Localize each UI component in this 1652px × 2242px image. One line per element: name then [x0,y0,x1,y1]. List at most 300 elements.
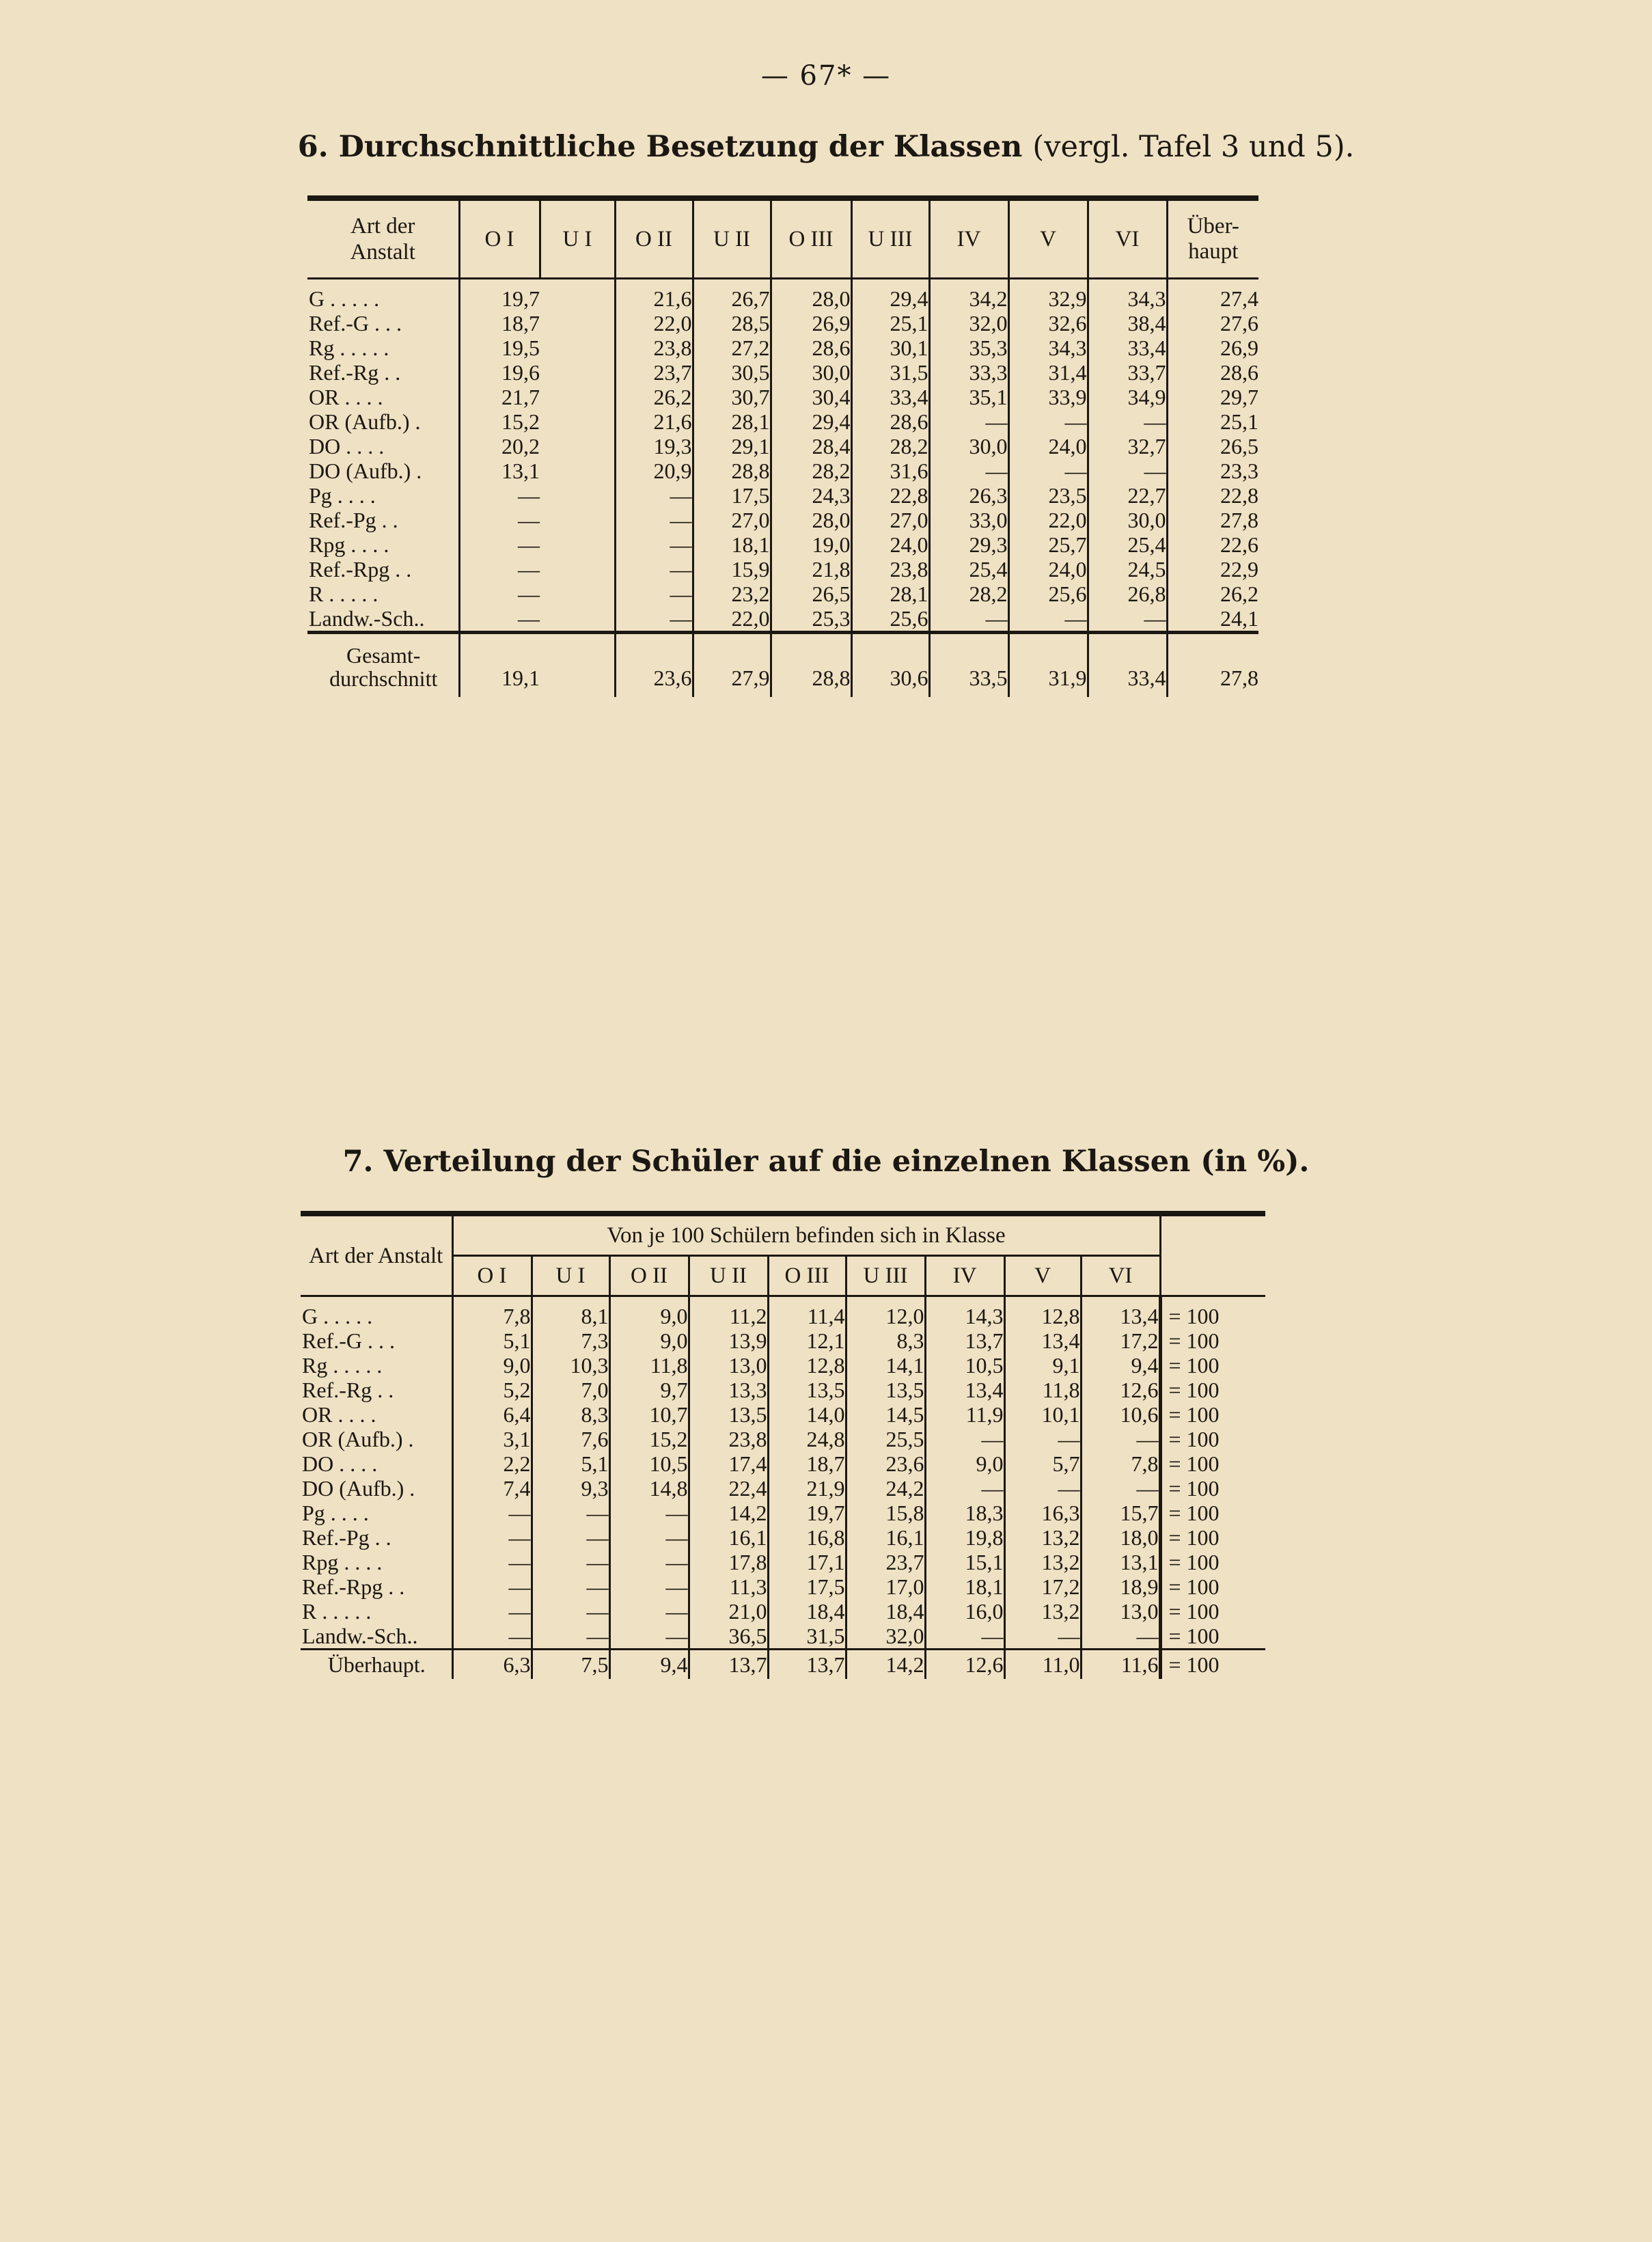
table-cell: 13,0 [689,1353,768,1378]
table-cell: 28,1 [851,582,929,606]
table-cell: 11,8 [1004,1378,1081,1402]
table-cell: 18,0 [1081,1525,1160,1550]
table-cell: 15,1 [925,1550,1004,1574]
table-cell: — [609,1501,689,1525]
table-cell: 13,7 [689,1650,768,1680]
table-cell: 21,9 [768,1476,846,1501]
row-label: Ref.-Rg . . [302,1378,394,1402]
table-cell: 27,8 [1167,508,1258,532]
row-sum: = 100 [1160,1574,1265,1599]
table-cell: 11,3 [689,1574,768,1599]
table-cell: 22,4 [689,1476,768,1501]
table-row-total [301,1650,1265,1680]
table-cell: 21,8 [771,557,851,582]
page-number: — 67* — [760,60,892,92]
table-cell: 28,1 [693,409,771,434]
table-row [307,508,1258,532]
row-sum: = 100 [1160,1550,1265,1574]
table-cell: 13,2 [1004,1599,1081,1624]
row-sum: = 100 [1160,1501,1265,1525]
table-cell: 9,4 [609,1650,689,1680]
table6-header-cell: O II [615,201,693,279]
table-cell: 28,2 [851,434,929,459]
table-cell: 36,5 [689,1624,768,1650]
table-cell: 30,0 [929,434,1008,459]
table-cell: — [459,582,540,606]
row-sum: = 100 [1160,1427,1265,1451]
table-cell: 19,1 [459,633,540,698]
row-label: Rpg . . . . [309,532,389,557]
row-label: Landw.-Sch.. [309,606,425,631]
table-row [301,1451,1265,1476]
table-cell: 28,4 [771,434,851,459]
table-cell: — [532,1574,609,1599]
table6-header-cell: U I [540,201,615,279]
table-cell: 34,3 [1088,279,1167,312]
table-cell: 30,0 [1088,508,1167,532]
table-cell: 5,2 [452,1378,532,1402]
table-cell: 23,3 [1167,459,1258,483]
table6-header-cell: O III [771,201,851,279]
row-label: DO . . . . [302,1451,378,1476]
table-cell [540,434,615,459]
table6-header-cell: U II [693,201,771,279]
table-cell: 18,7 [459,311,540,336]
table-cell: 26,2 [615,385,693,409]
table-cell [540,508,615,532]
table-cell: 5,7 [1004,1451,1081,1476]
table-cell: 14,2 [689,1501,768,1525]
table-row [307,557,1258,582]
table-cell: — [532,1501,609,1525]
table-cell: 22,7 [1088,483,1167,508]
table-cell: 15,7 [1081,1501,1160,1525]
table-cell: 24,0 [1008,557,1088,582]
table-cell: 26,7 [693,279,771,312]
table-cell: 28,0 [771,279,851,312]
table-cell: 12,8 [1004,1296,1081,1329]
table-cell: — [452,1525,532,1550]
table-row [301,1624,1265,1650]
table-cell: 16,1 [689,1525,768,1550]
table-cell: — [459,532,540,557]
table-cell: 17,2 [1081,1328,1160,1353]
table-cell: 9,0 [452,1353,532,1378]
table-cell: — [925,1427,1004,1451]
table-cell: 35,1 [929,385,1008,409]
table-cell: — [609,1599,689,1624]
table-cell: — [532,1550,609,1574]
table-cell: — [532,1624,609,1650]
table-cell: 23,2 [693,582,771,606]
table-cell: 21,7 [459,385,540,409]
table-cell: 20,9 [615,459,693,483]
table6-header-cell: V [1008,201,1088,279]
row-sum: = 100 [1160,1599,1265,1624]
table-row [301,1402,1265,1427]
table-cell: 23,8 [689,1427,768,1451]
table-cell: 13,9 [689,1328,768,1353]
table-cell: — [1088,409,1167,434]
table-cell: 10,1 [1004,1402,1081,1427]
row-label: Ref.-Rpg . . [309,557,412,582]
row-label: R . . . . . [302,1599,372,1624]
table6-header-cell: O I [459,201,540,279]
table-cell: 8,3 [846,1328,925,1353]
table-cell: 29,4 [771,409,851,434]
table-cell: 33,4 [1088,336,1167,360]
table7-header-cell: U I [532,1256,609,1296]
table-row [307,279,1258,312]
table-cell: 19,7 [459,279,540,312]
table-cell [540,336,615,360]
table-cell: — [452,1574,532,1599]
table-cell: 8,1 [532,1296,609,1329]
table7-header-cell: O I [452,1256,532,1296]
row-label: DO (Aufb.) . [309,459,422,483]
table-cell: 24,0 [1008,434,1088,459]
table-cell: 22,8 [1167,483,1258,508]
table-cell: 13,4 [1004,1328,1081,1353]
table-cell: 30,6 [851,633,929,698]
table-cell: 11,9 [925,1402,1004,1427]
table-cell: 13,7 [925,1328,1004,1353]
table-cell: 14,3 [925,1296,1004,1329]
table-cell: 12,6 [925,1650,1004,1680]
table7-title-num: 7. [342,1145,374,1179]
table-cell [540,409,615,434]
table-cell: 13,5 [768,1378,846,1402]
table-cell: 11,2 [689,1296,768,1329]
table-cell: 14,2 [846,1650,925,1680]
table-cell: 19,0 [771,532,851,557]
table-cell: 23,6 [615,633,693,698]
table-cell: 18,1 [925,1574,1004,1599]
table6-header-cell: IV [929,201,1008,279]
table-cell: 28,5 [693,311,771,336]
table-cell: 10,3 [532,1353,609,1378]
table-cell: 13,4 [925,1378,1004,1402]
table-cell: 32,0 [846,1624,925,1650]
row-label: Pg . . . . [302,1501,369,1525]
table-cell: 15,2 [459,409,540,434]
table-cell: 3,1 [452,1427,532,1451]
table-cell: 14,5 [846,1402,925,1427]
table-cell: 33,0 [929,508,1008,532]
table-cell: — [452,1550,532,1574]
table-cell: 33,4 [851,385,929,409]
table-cell [540,606,615,633]
table-cell: 6,4 [452,1402,532,1427]
table-cell: 18,3 [925,1501,1004,1525]
row-label-total: Gesamt- durchschnitt [307,633,459,698]
table-cell: 25,6 [1008,582,1088,606]
table-cell: 13,0 [1081,1599,1160,1624]
table-cell: — [1008,606,1088,633]
table-cell: 28,2 [771,459,851,483]
table-cell: 24,3 [771,483,851,508]
table-cell: 32,9 [1008,279,1088,312]
table-cell: 18,9 [1081,1574,1160,1599]
table-cell: 25,4 [929,557,1008,582]
table-cell: 30,7 [693,385,771,409]
table-cell: 25,7 [1008,532,1088,557]
table-cell: 22,9 [1167,557,1258,582]
table-cell: 5,1 [452,1328,532,1353]
table-cell: 7,4 [452,1476,532,1501]
table-cell: — [615,606,693,633]
table-cell [540,532,615,557]
table-cell: 34,2 [929,279,1008,312]
table-cell: — [452,1624,532,1650]
table-cell: — [925,1476,1004,1501]
table-cell: 26,3 [929,483,1008,508]
table-cell: — [615,508,693,532]
table-cell: — [452,1599,532,1624]
table-cell: 21,0 [689,1599,768,1624]
table-cell: 7,6 [532,1427,609,1451]
table-cell: 15,9 [693,557,771,582]
table-cell: 7,5 [532,1650,609,1680]
table-cell: 16,3 [1004,1501,1081,1525]
table-cell: 31,5 [851,360,929,385]
table-cell: 9,0 [609,1328,689,1353]
table-cell: 33,7 [1088,360,1167,385]
table-cell: 9,3 [532,1476,609,1501]
table-cell: 16,0 [925,1599,1004,1624]
table-cell: — [609,1550,689,1574]
table7-header-cell: V [1004,1256,1081,1296]
table7-header-label: Art der Anstalt [309,1243,443,1268]
table-row [307,311,1258,336]
table7-header-group: Von je 100 Schülern befinden sich in Klasse [452,1216,1160,1256]
row-label: Überhaupt. [301,1650,452,1680]
table-cell [540,385,615,409]
table-cell: 2,2 [452,1451,532,1476]
table-row [307,606,1258,633]
table-cell: — [1088,459,1167,483]
table-cell: — [925,1624,1004,1650]
row-sum: = 100 [1160,1402,1265,1427]
table-cell [540,360,615,385]
table-cell: 29,3 [929,532,1008,557]
table7-header-cell: U II [689,1256,768,1296]
table-cell: 30,5 [693,360,771,385]
table-cell: 19,6 [459,360,540,385]
table-cell: 29,1 [693,434,771,459]
row-label: R . . . . . [309,582,378,606]
table-cell: 13,2 [1004,1550,1081,1574]
table-cell: 35,3 [929,336,1008,360]
table-cell: 31,9 [1008,633,1088,698]
row-label: G . . . . . [309,286,380,311]
table-cell: 32,7 [1088,434,1167,459]
table-cell: 32,6 [1008,311,1088,336]
table-cell: 28,2 [929,582,1008,606]
table-cell: 18,1 [693,532,771,557]
row-label: G . . . . . [302,1304,373,1328]
row-label: OR (Aufb.) . [309,409,421,434]
table-cell: — [459,557,540,582]
table-row [307,483,1258,508]
table6-header-row [307,201,1258,279]
table-cell: 27,0 [693,508,771,532]
table-cell: 12,1 [768,1328,846,1353]
table-cell [540,311,615,336]
row-sum: = 100 [1160,1624,1265,1650]
table-cell: 25,1 [851,311,929,336]
table-cell: 23,7 [615,360,693,385]
table-row [307,336,1258,360]
table-cell: 13,1 [459,459,540,483]
row-label: DO (Aufb.) . [302,1476,415,1501]
table-cell: 28,6 [1167,360,1258,385]
table-cell: 38,4 [1088,311,1167,336]
table6-header-cell: Über- haupt [1167,201,1258,279]
table-cell: 10,5 [925,1353,1004,1378]
table-cell: 26,5 [1167,434,1258,459]
table-cell: 9,7 [609,1378,689,1402]
table-cell [540,557,615,582]
table-cell: 26,9 [1167,336,1258,360]
table-cell: 10,7 [609,1402,689,1427]
table7-header-cell: O II [609,1256,689,1296]
table-cell: 11,8 [609,1353,689,1378]
table-row [307,385,1258,409]
table-cell: 33,9 [1008,385,1088,409]
table-cell: 19,5 [459,336,540,360]
row-label: Pg . . . . [309,483,376,508]
table-cell: — [459,606,540,633]
table-cell: 32,0 [929,311,1008,336]
table-cell: 7,8 [1081,1451,1160,1476]
table-row [301,1599,1265,1624]
table-cell: 12,0 [846,1296,925,1329]
table-cell: 16,8 [768,1525,846,1550]
table-cell: 17,5 [768,1574,846,1599]
table-cell: 26,2 [1167,582,1258,606]
table-cell: 24,0 [851,532,929,557]
table-cell: 25,3 [771,606,851,633]
table-row [307,582,1258,606]
table7-title-text: Verteilung der Schüler auf die einzelnen Klassen (in %). [383,1145,1310,1179]
row-label: OR . . . . [302,1402,376,1427]
row-sum: = 100 [1160,1328,1265,1353]
table-cell: 23,5 [1008,483,1088,508]
table-cell: 28,0 [771,508,851,532]
table6-title-text: Durchschnittliche Besetzung der Klassen [338,130,1023,164]
table6-header-label: Art der Anstalt [307,201,459,279]
table7-header-cell: O III [768,1256,846,1296]
table-cell: — [1088,606,1167,633]
table-cell: 9,0 [609,1296,689,1329]
table7-header-cell: U III [846,1256,925,1296]
table-cell: 19,7 [768,1501,846,1525]
row-label: OR . . . . [309,385,383,409]
table6 [307,195,1258,697]
table-row [301,1427,1265,1451]
row-label: DO . . . . [309,434,385,459]
table-cell: 26,9 [771,311,851,336]
table-cell: — [615,557,693,582]
table-cell: 23,8 [615,336,693,360]
table-cell: 27,6 [1167,311,1258,336]
table-cell: 30,1 [851,336,929,360]
table-cell: 28,8 [771,633,851,698]
table-cell: 25,6 [851,606,929,633]
table-cell: 17,2 [1004,1574,1081,1599]
table-cell: — [452,1501,532,1525]
table-cell: 7,8 [452,1296,532,1329]
table7-title [0,1145,1652,1179]
table-cell: 9,0 [925,1451,1004,1476]
table-cell: 27,4 [1167,279,1258,312]
table6-header-cell: VI [1088,201,1167,279]
table-row [307,409,1258,434]
table-cell: 17,1 [768,1550,846,1574]
table-cell: 33,3 [929,360,1008,385]
row-sum: = 100 [1160,1650,1265,1680]
table-cell: 17,5 [693,483,771,508]
row-sum: = 100 [1160,1296,1265,1329]
table-cell: 18,4 [768,1599,846,1624]
table-cell: 13,4 [1081,1296,1160,1329]
table-cell: 24,1 [1167,606,1258,633]
table-cell: — [615,582,693,606]
table-cell: — [1081,1427,1160,1451]
table-cell: 27,9 [693,633,771,698]
table-cell: — [459,508,540,532]
table-cell: 23,6 [846,1451,925,1476]
table-cell: — [929,409,1008,434]
table-cell: — [1004,1624,1081,1650]
table-row [307,532,1258,557]
table-cell: 17,0 [846,1574,925,1599]
table-cell: 20,2 [459,434,540,459]
table-cell: — [1004,1476,1081,1501]
table-cell: 33,4 [1088,633,1167,698]
table7 [301,1211,1265,1679]
table-cell: 21,6 [615,279,693,312]
table-cell: 14,1 [846,1353,925,1378]
table-cell: — [532,1525,609,1550]
table-cell: 13,5 [846,1378,925,1402]
table-cell: 12,8 [768,1353,846,1378]
table-row [301,1296,1265,1329]
table-cell: 11,4 [768,1296,846,1329]
table-cell: 15,2 [609,1427,689,1451]
table-cell: 22,0 [1008,508,1088,532]
table-cell: 21,6 [615,409,693,434]
table-cell: 10,6 [1081,1402,1160,1427]
table-cell: 9,4 [1081,1353,1160,1378]
table-cell: 13,5 [689,1402,768,1427]
table-cell: 27,0 [851,508,929,532]
row-label: Ref.-G . . . [309,311,402,336]
row-sum: = 100 [1160,1525,1265,1550]
table-cell: 13,7 [768,1650,846,1680]
table-cell: 28,6 [771,336,851,360]
table-cell: 30,4 [771,385,851,409]
row-label: OR (Aufb.) . [302,1427,414,1451]
row-sum: = 100 [1160,1353,1265,1378]
table-cell [540,279,615,312]
table-cell: 29,7 [1167,385,1258,409]
table-cell: — [609,1574,689,1599]
table-cell: 29,4 [851,279,929,312]
table-cell: 22,0 [693,606,771,633]
table-cell: 25,5 [846,1427,925,1451]
